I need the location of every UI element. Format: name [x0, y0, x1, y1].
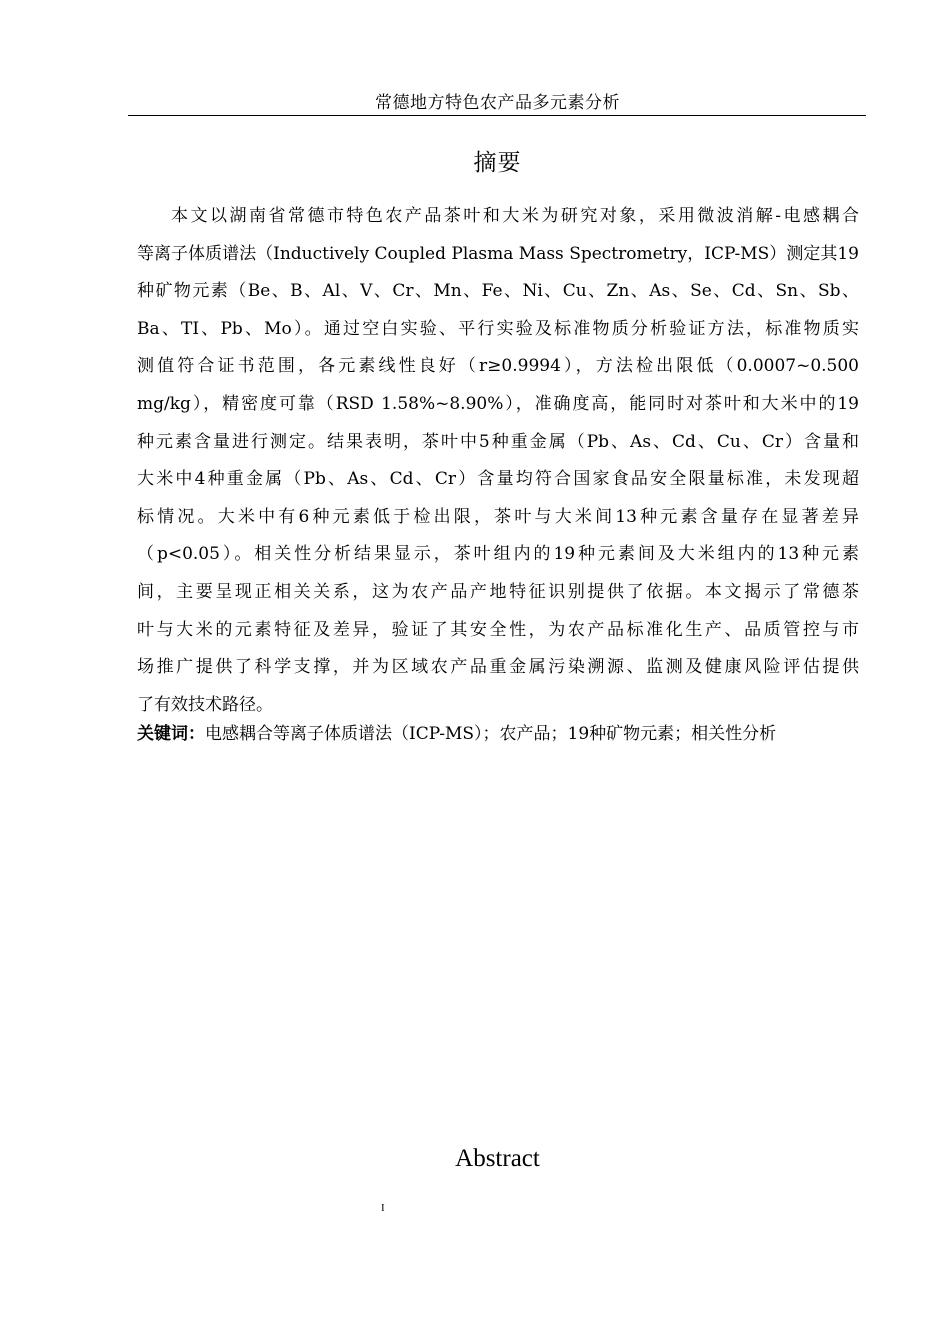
keywords-label: 关键词： [137, 724, 205, 744]
abstract-line: 等离子体质谱法（Inductively Coupled Plasma Mass Spectrometry，ICP-MS）测定其19 [137, 243, 859, 264]
abstract-line: （p<0.05）。相关性分析结果显示，茶叶组内的19种元素间及大米组内的13种元素 [137, 544, 859, 565]
abstract-body-zh [137, 198, 859, 724]
keywords-line [137, 717, 859, 751]
abstract-line: 测值符合证书范围，各元素线性良好（r≥0.9994），方法检出限低（0.0007~0.500 [137, 356, 859, 377]
abstract-line: 种元素含量进行测定。结果表明，茶叶中5种重金属（Pb、As、Cd、Cu、Cr）含量和 [137, 431, 859, 452]
running-header: 常德地方特色农产品多元素分析 [375, 93, 620, 113]
abstract-line: 种矿物元素（Be、B、Al、V、Cr、Mn、Fe、Ni、Cu、Zn、As、Se、Cd、Sn、Sb、 [137, 281, 859, 302]
abstract-heading-zh: 摘要 [473, 150, 522, 176]
page-number: I [381, 1202, 385, 1214]
abstract-line: 标情况。大米中有6种元素低于检出限，茶叶与大米间13种元素含量存在显著差异 [137, 506, 859, 527]
abstract-line: Ba、TI、Pb、Mo）。通过空白实验、平行实验及标准物质分析验证方法，标准物质实 [137, 318, 859, 339]
abstract-line: 叶与大米的元素特征及差异，验证了其安全性，为农产品标准化生产、品质管控与市 [137, 619, 859, 640]
abstract-line: 了有效技术路径。 [137, 694, 273, 715]
abstract-line: 场推广提供了科学支撑，并为区域农产品重金属污染溯源、监测及健康风险评估提供 [137, 657, 859, 678]
abstract-line: 大米中4种重金属（Pb、As、Cd、Cr）含量均符合国家食品安全限量标准，未发现超 [137, 469, 859, 490]
keywords-text: 电感耦合等离子体质谱法（ICP-MS）；农产品；19种矿物元素；相关性分析 [205, 724, 777, 744]
header-rule [128, 115, 866, 116]
abstract-line: 本文以湖南省常德市特色农产品茶叶和大米为研究对象，采用微波消解-电感耦合 [171, 206, 859, 226]
abstract-line: mg/kg），精密度可靠（RSD 1.58%~8.90%），准确度高，能同时对茶叶和大米中的19 [137, 393, 859, 414]
abstract-heading-en: Abstract [455, 1145, 540, 1172]
abstract-line: 间，主要呈现正相关关系，这为农产品产地特征识别提供了依据。本文揭示了常德茶 [137, 581, 859, 602]
